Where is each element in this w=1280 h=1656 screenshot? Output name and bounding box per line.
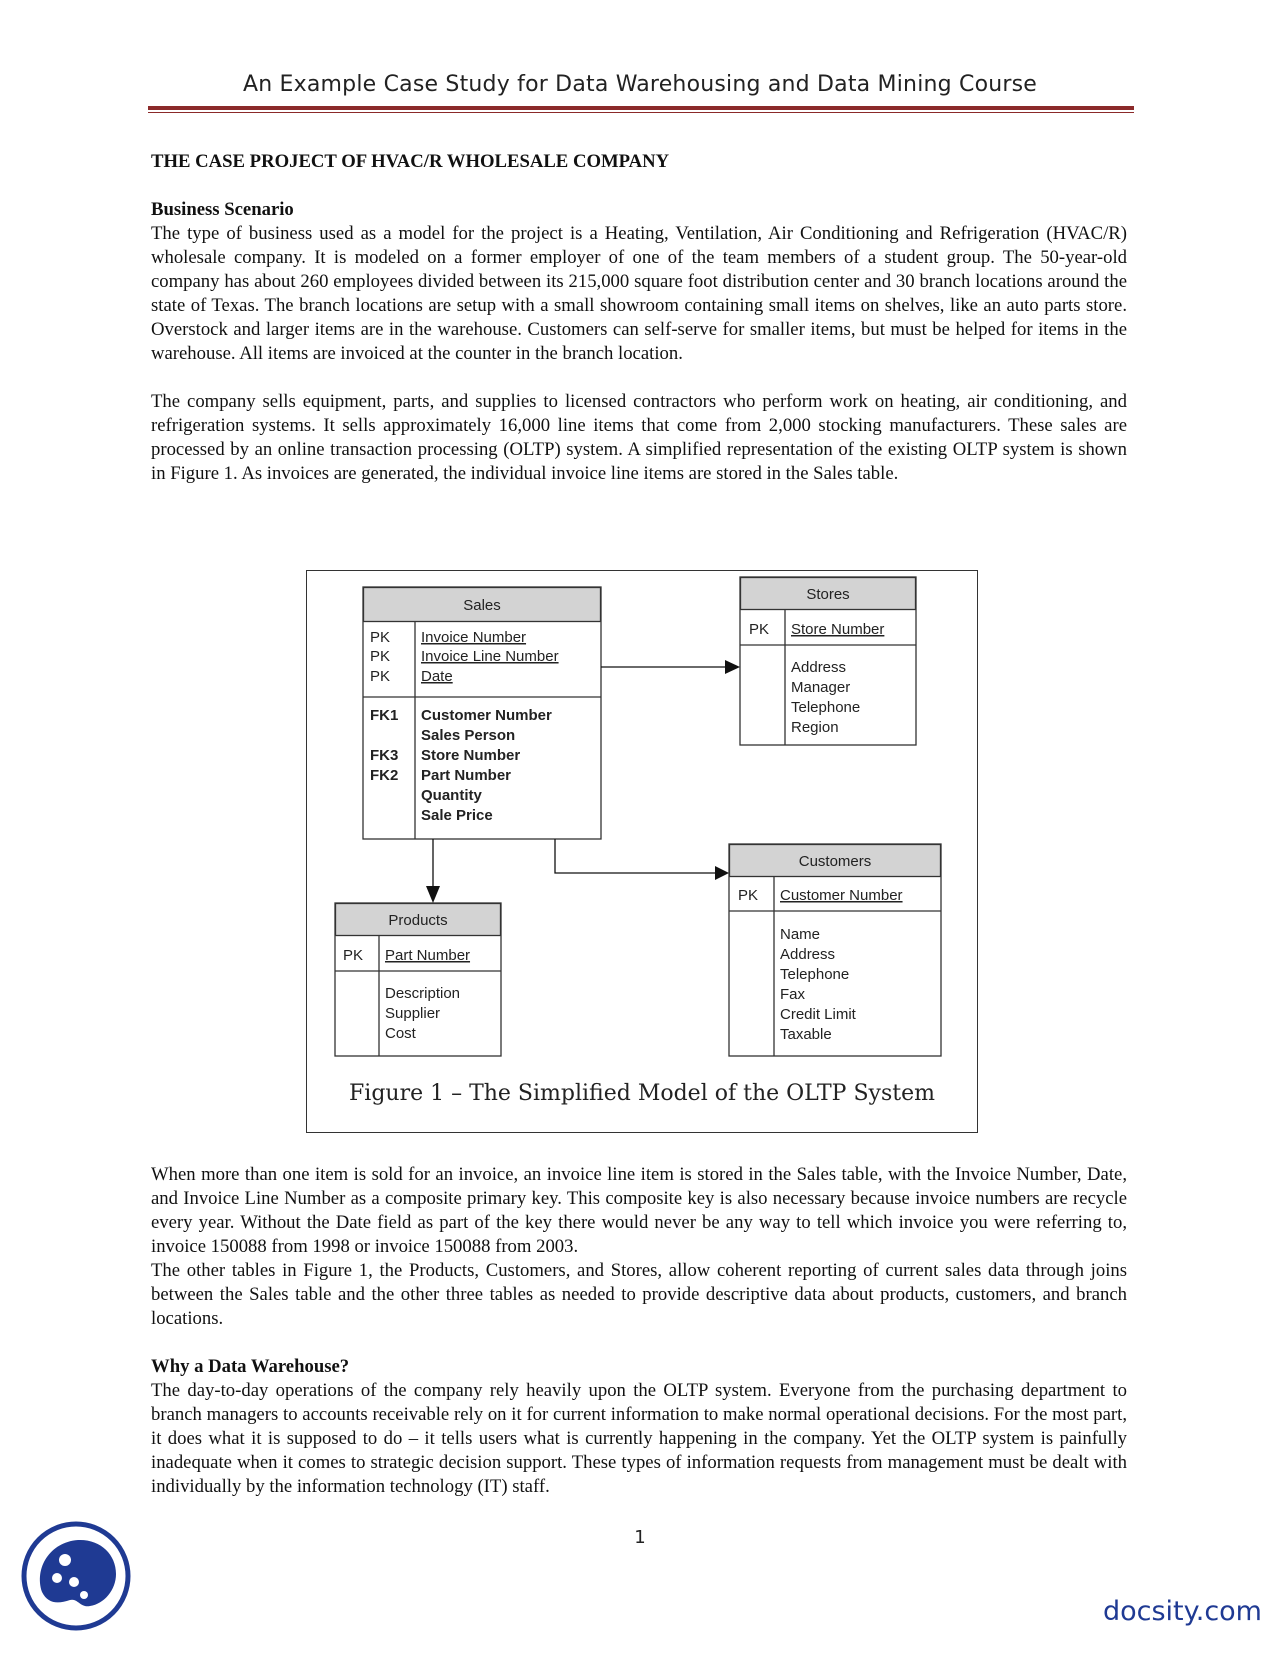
- paragraph-2: The company sells equipment, parts, and supplies to licensed contractors who perform work on heating, air conditioning, and refrigeration systems. It sells approximately 16,000 line items that come from 2,000 stocking manufacturers. These sales are processed by an online transaction processing (OLTP) system. A simplified representation of the existing OLTP system is shown in Figure 1. As invoices are generated, the individual invoice line items are stored in the Sales table.: [151, 391, 1127, 484]
- products-pk-label: PK: [343, 947, 364, 964]
- sales-fk-label: FK2: [370, 767, 399, 784]
- sales-field: Sales Person: [421, 727, 516, 744]
- figure-caption: Figure 1 – The Simplified Model of the OLTP System: [349, 1081, 935, 1106]
- sales-pk-label: PK: [370, 648, 391, 665]
- sales-pk-field: Invoice Number: [421, 629, 527, 646]
- docsity-logo-icon[interactable]: [20, 1520, 132, 1632]
- sales-pk-field: Date: [421, 668, 453, 685]
- paragraph-5: The day-to-day operations of the company rely heavily upon the OLTP system. Everyone from the purchasing department to branch managers to accounts receivable rely on it for current information to make normal operational decisions. For the most part, it does what it is supposed to do – it tells users what is currently happening in the company. Yet the OLTP system is painfully inadequate when it comes to strategic decision support. These types of information requests from management must be dealt with individually by the information technology (IT) staff.: [151, 1380, 1127, 1497]
- sales-pk-label: PK: [370, 668, 391, 685]
- page-header-title: An Example Case Study for Data Warehousing and Data Mining Course: [242, 72, 1038, 97]
- paragraph-1: The type of business used as a model for the project is a Heating, Ventilation, Air Conditioning and Refrigeration (HVAC/R) wholesale company. It is modeled on a former employer of one of the team members of a student group. The 50-year-old company has about 260 employees divided between its 215,000 square foot distribution center and 30 branch locations around the state of Texas. The branch locations are setup with a small showroom containing small items on shelves, like an auto parts store. Overstock and larger items are in the warehouse. Customers can self-serve for smaller items, but must be helped for items in the warehouse. All items are invoiced at the counter in the branch location.: [151, 223, 1127, 364]
- paragraph-3: When more than one item is sold for an invoice, an invoice line item is stored in the Sales table, with the Invoice Number, Date, and Invoice Line Number as a composite primary key. This composite key is also necessary because invoice numbers are recycle every year. Without the Date field as part of the key there would never be any way to tell which invoice you were referring to, invoice 150088 from 1998 or invoice 150088 from 2003.: [151, 1164, 1127, 1257]
- products-field: Cost: [385, 1025, 416, 1042]
- docsity-brand-link[interactable]: docsity.com: [1102, 1596, 1262, 1627]
- document-title: THE CASE PROJECT OF HVAC/R WHOLESALE COMPANY: [151, 151, 670, 172]
- stores-table: [740, 577, 916, 745]
- sales-table-title: Sales: [463, 597, 501, 614]
- customers-field: Taxable: [780, 1026, 832, 1043]
- page-number: 1: [634, 1527, 646, 1548]
- header-rule: [148, 106, 1134, 110]
- stores-field: Region: [791, 719, 839, 736]
- header-rule-thin: [148, 112, 1134, 113]
- customers-pk-label: PK: [738, 887, 759, 904]
- sales-field: Sale Price: [421, 807, 493, 824]
- document-body: [151, 150, 1127, 486]
- sales-field: Customer Number: [421, 707, 552, 724]
- sales-field: Store Number: [421, 747, 521, 764]
- sales-pk-field: Invoice Line Number: [421, 648, 559, 665]
- products-table: [335, 903, 501, 1056]
- stores-field: Telephone: [791, 699, 861, 716]
- customers-field: Name: [780, 926, 821, 943]
- sales-field: Quantity: [421, 787, 482, 804]
- relationship-sales-customers: [555, 839, 729, 880]
- sales-fk-label: FK1: [370, 707, 399, 724]
- products-pk-field: Part Number: [385, 947, 471, 964]
- relationship-sales-products: [426, 839, 440, 903]
- customers-table-title: Customers: [798, 853, 872, 870]
- products-field: Supplier: [385, 1005, 441, 1022]
- document-body-continued: [151, 1163, 1127, 1499]
- products-field: Description: [385, 985, 461, 1002]
- products-table-title: Products: [388, 912, 448, 929]
- stores-table-title: Stores: [806, 586, 850, 603]
- stores-field: Manager: [791, 679, 851, 696]
- section-heading-business-scenario: Business Scenario: [151, 199, 294, 220]
- customers-table: [729, 844, 941, 1056]
- stores-field: Address: [791, 659, 847, 676]
- customers-field: Address: [780, 946, 836, 963]
- relationship-sales-stores: [601, 660, 740, 674]
- section-heading-why-data-warehouse: Why a Data Warehouse?: [151, 1356, 350, 1377]
- figure-1-oltp-model: [306, 570, 978, 1133]
- sales-pk-label: PK: [370, 629, 391, 646]
- customers-field: Fax: [780, 986, 806, 1003]
- paragraph-4: The other tables in Figure 1, the Products, Customers, and Stores, allow coherent reporting of current sales data through joins between the Sales table and the other three tables as needed to provide descriptive data about products, customers, and branch locations.: [151, 1260, 1127, 1329]
- stores-pk-field: Store Number: [791, 621, 885, 638]
- stores-pk-label: PK: [749, 621, 770, 638]
- customers-field: Credit Limit: [780, 1006, 856, 1023]
- sales-table: [363, 587, 601, 839]
- sales-fk-label: FK3: [370, 747, 399, 764]
- customers-pk-field: Customer Number: [780, 887, 903, 904]
- customers-field: Telephone: [780, 966, 850, 983]
- sales-field: Part Number: [421, 767, 512, 784]
